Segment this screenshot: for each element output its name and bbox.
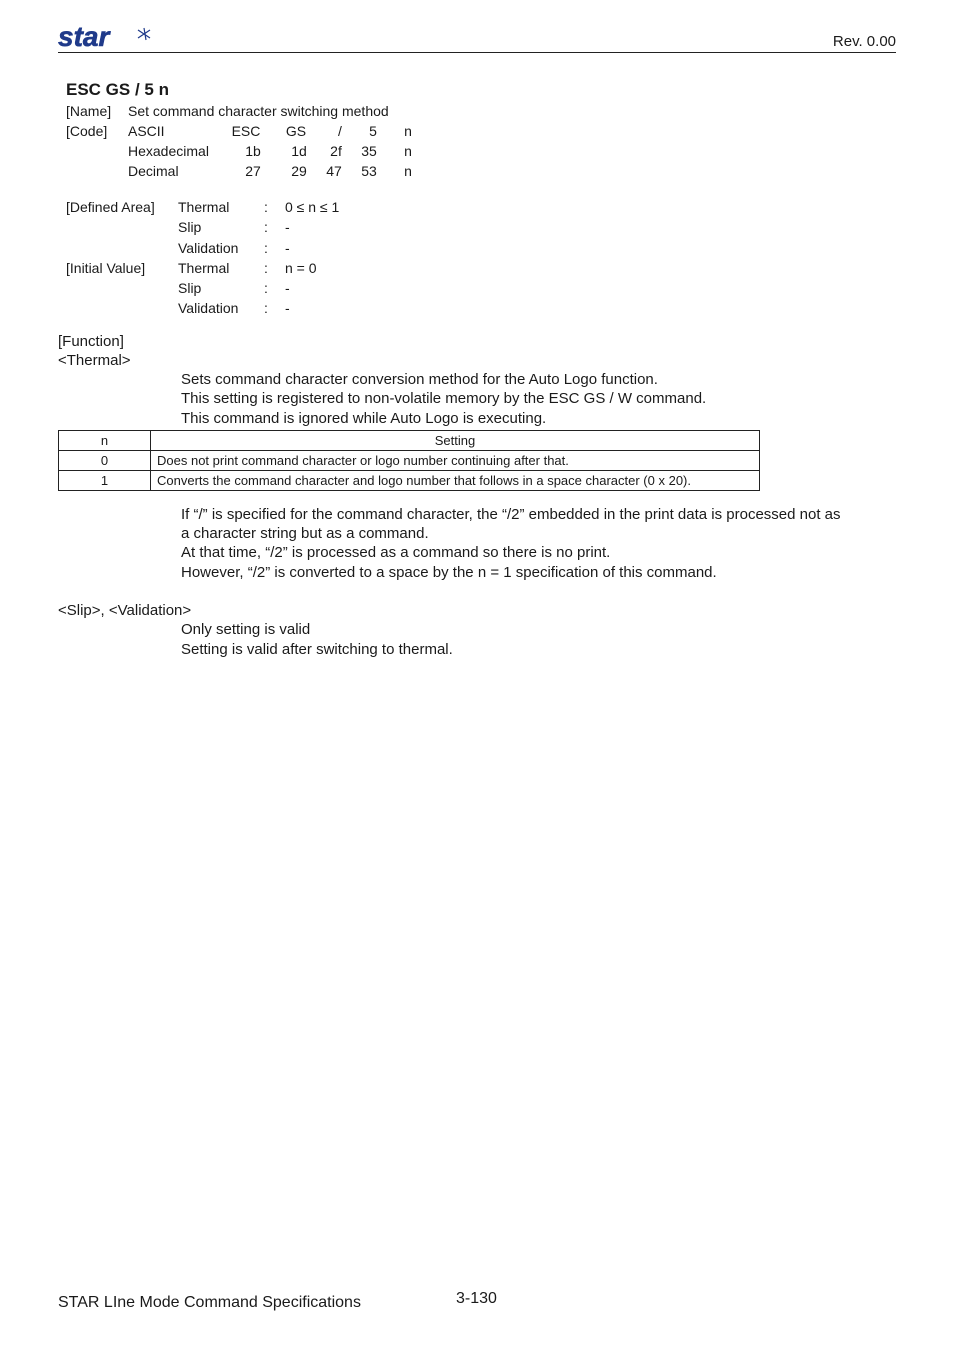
table-cell-setting: Does not print command character or logo number continuing after that. [151, 451, 760, 471]
range-value: - [285, 219, 290, 235]
table-header-row [59, 431, 760, 451]
footer-page-number: 3-130 [456, 1290, 497, 1307]
svg-text:star: star [58, 24, 110, 50]
note-line: However, “/2” is converted to a space by the n = 1 specification of this command. [181, 564, 717, 581]
name-value: Set command character switching method [128, 103, 389, 119]
description-line: Sets command character conversion method for the Auto Logo function. [181, 371, 658, 388]
code-cell: 1d [291, 143, 307, 159]
star-logo [58, 24, 154, 55]
table-row [59, 451, 760, 471]
initial-value: - [285, 280, 290, 296]
separator: : [264, 300, 268, 316]
mode-label: Thermal [178, 199, 230, 215]
function-label: [Function] [58, 333, 124, 350]
separator: : [264, 280, 268, 296]
slip-line: Only setting is valid [181, 621, 311, 638]
code-cell: 1b [245, 143, 261, 159]
code-cell: n [404, 143, 412, 159]
table-cell-n: 0 [59, 451, 151, 471]
range-value: 0 ≤ n ≤ 1 [285, 199, 340, 215]
code-cell: / [338, 123, 342, 139]
table-cell-n: 1 [59, 471, 151, 491]
separator: : [264, 240, 268, 256]
code-cell: 53 [361, 163, 377, 179]
code-cell: ESC [231, 123, 261, 139]
description-line: This setting is registered to non-volatile memory by the ESC GS / W command. [181, 390, 707, 407]
code-cell: 2f [330, 143, 342, 159]
code-cell: n [404, 123, 412, 139]
mode-label: Validation [178, 300, 239, 316]
defined-area-label: [Defined Area] [66, 199, 155, 215]
code-cell: n [404, 163, 412, 179]
footer-doc-title: STAR LIne Mode Command Specifications [58, 1294, 361, 1311]
separator: : [264, 199, 268, 215]
code-cell: 29 [291, 163, 307, 179]
mode-label: Slip [178, 219, 202, 235]
separator: : [264, 260, 268, 276]
mode-label: Validation [178, 240, 239, 256]
table-row [59, 471, 760, 491]
range-value: - [285, 240, 290, 256]
code-cell: 47 [326, 163, 342, 179]
mode-label: Thermal [178, 260, 230, 276]
code-cell: 27 [245, 163, 261, 179]
code-label: [Code] [66, 123, 108, 139]
code-cell: GS [285, 123, 307, 139]
separator: : [264, 219, 268, 235]
slip-validation-label: <Slip>, <Validation> [58, 602, 192, 619]
code-row-label: ASCII [128, 123, 165, 139]
note-line: If “/” is specified for the command character, the “/2” embedded in the print data is processed not as [181, 506, 841, 523]
thermal-label: <Thermal> [58, 352, 131, 369]
slip-line: Setting is valid after switching to thermal. [181, 641, 453, 658]
initial-value: - [285, 300, 290, 316]
code-cell: 35 [361, 143, 377, 159]
revision-label: Rev. 0.00 [832, 33, 896, 50]
note-line: At that time, “/2” is processed as a command so there is no print. [181, 544, 611, 561]
command-title: ESC GS / 5 n [66, 80, 169, 99]
code-cell: 5 [369, 123, 377, 139]
note-line: a character string but as a command. [181, 525, 429, 542]
column-header-setting: Setting [151, 431, 760, 451]
code-row-label: Hexadecimal [128, 143, 209, 159]
header-rule [58, 52, 896, 53]
table-cell-setting: Converts the command character and logo number that follows in a space character (0 x 20). [151, 471, 760, 491]
initial-value-label: [Initial Value] [66, 260, 146, 276]
column-header-n: n [59, 431, 151, 451]
code-row-label: Decimal [128, 163, 179, 179]
description-line: This command is ignored while Auto Logo is executing. [181, 410, 547, 427]
name-label: [Name] [66, 103, 112, 119]
mode-label: Slip [178, 280, 202, 296]
initial-value: n = 0 [285, 260, 317, 276]
settings-table [58, 430, 760, 491]
